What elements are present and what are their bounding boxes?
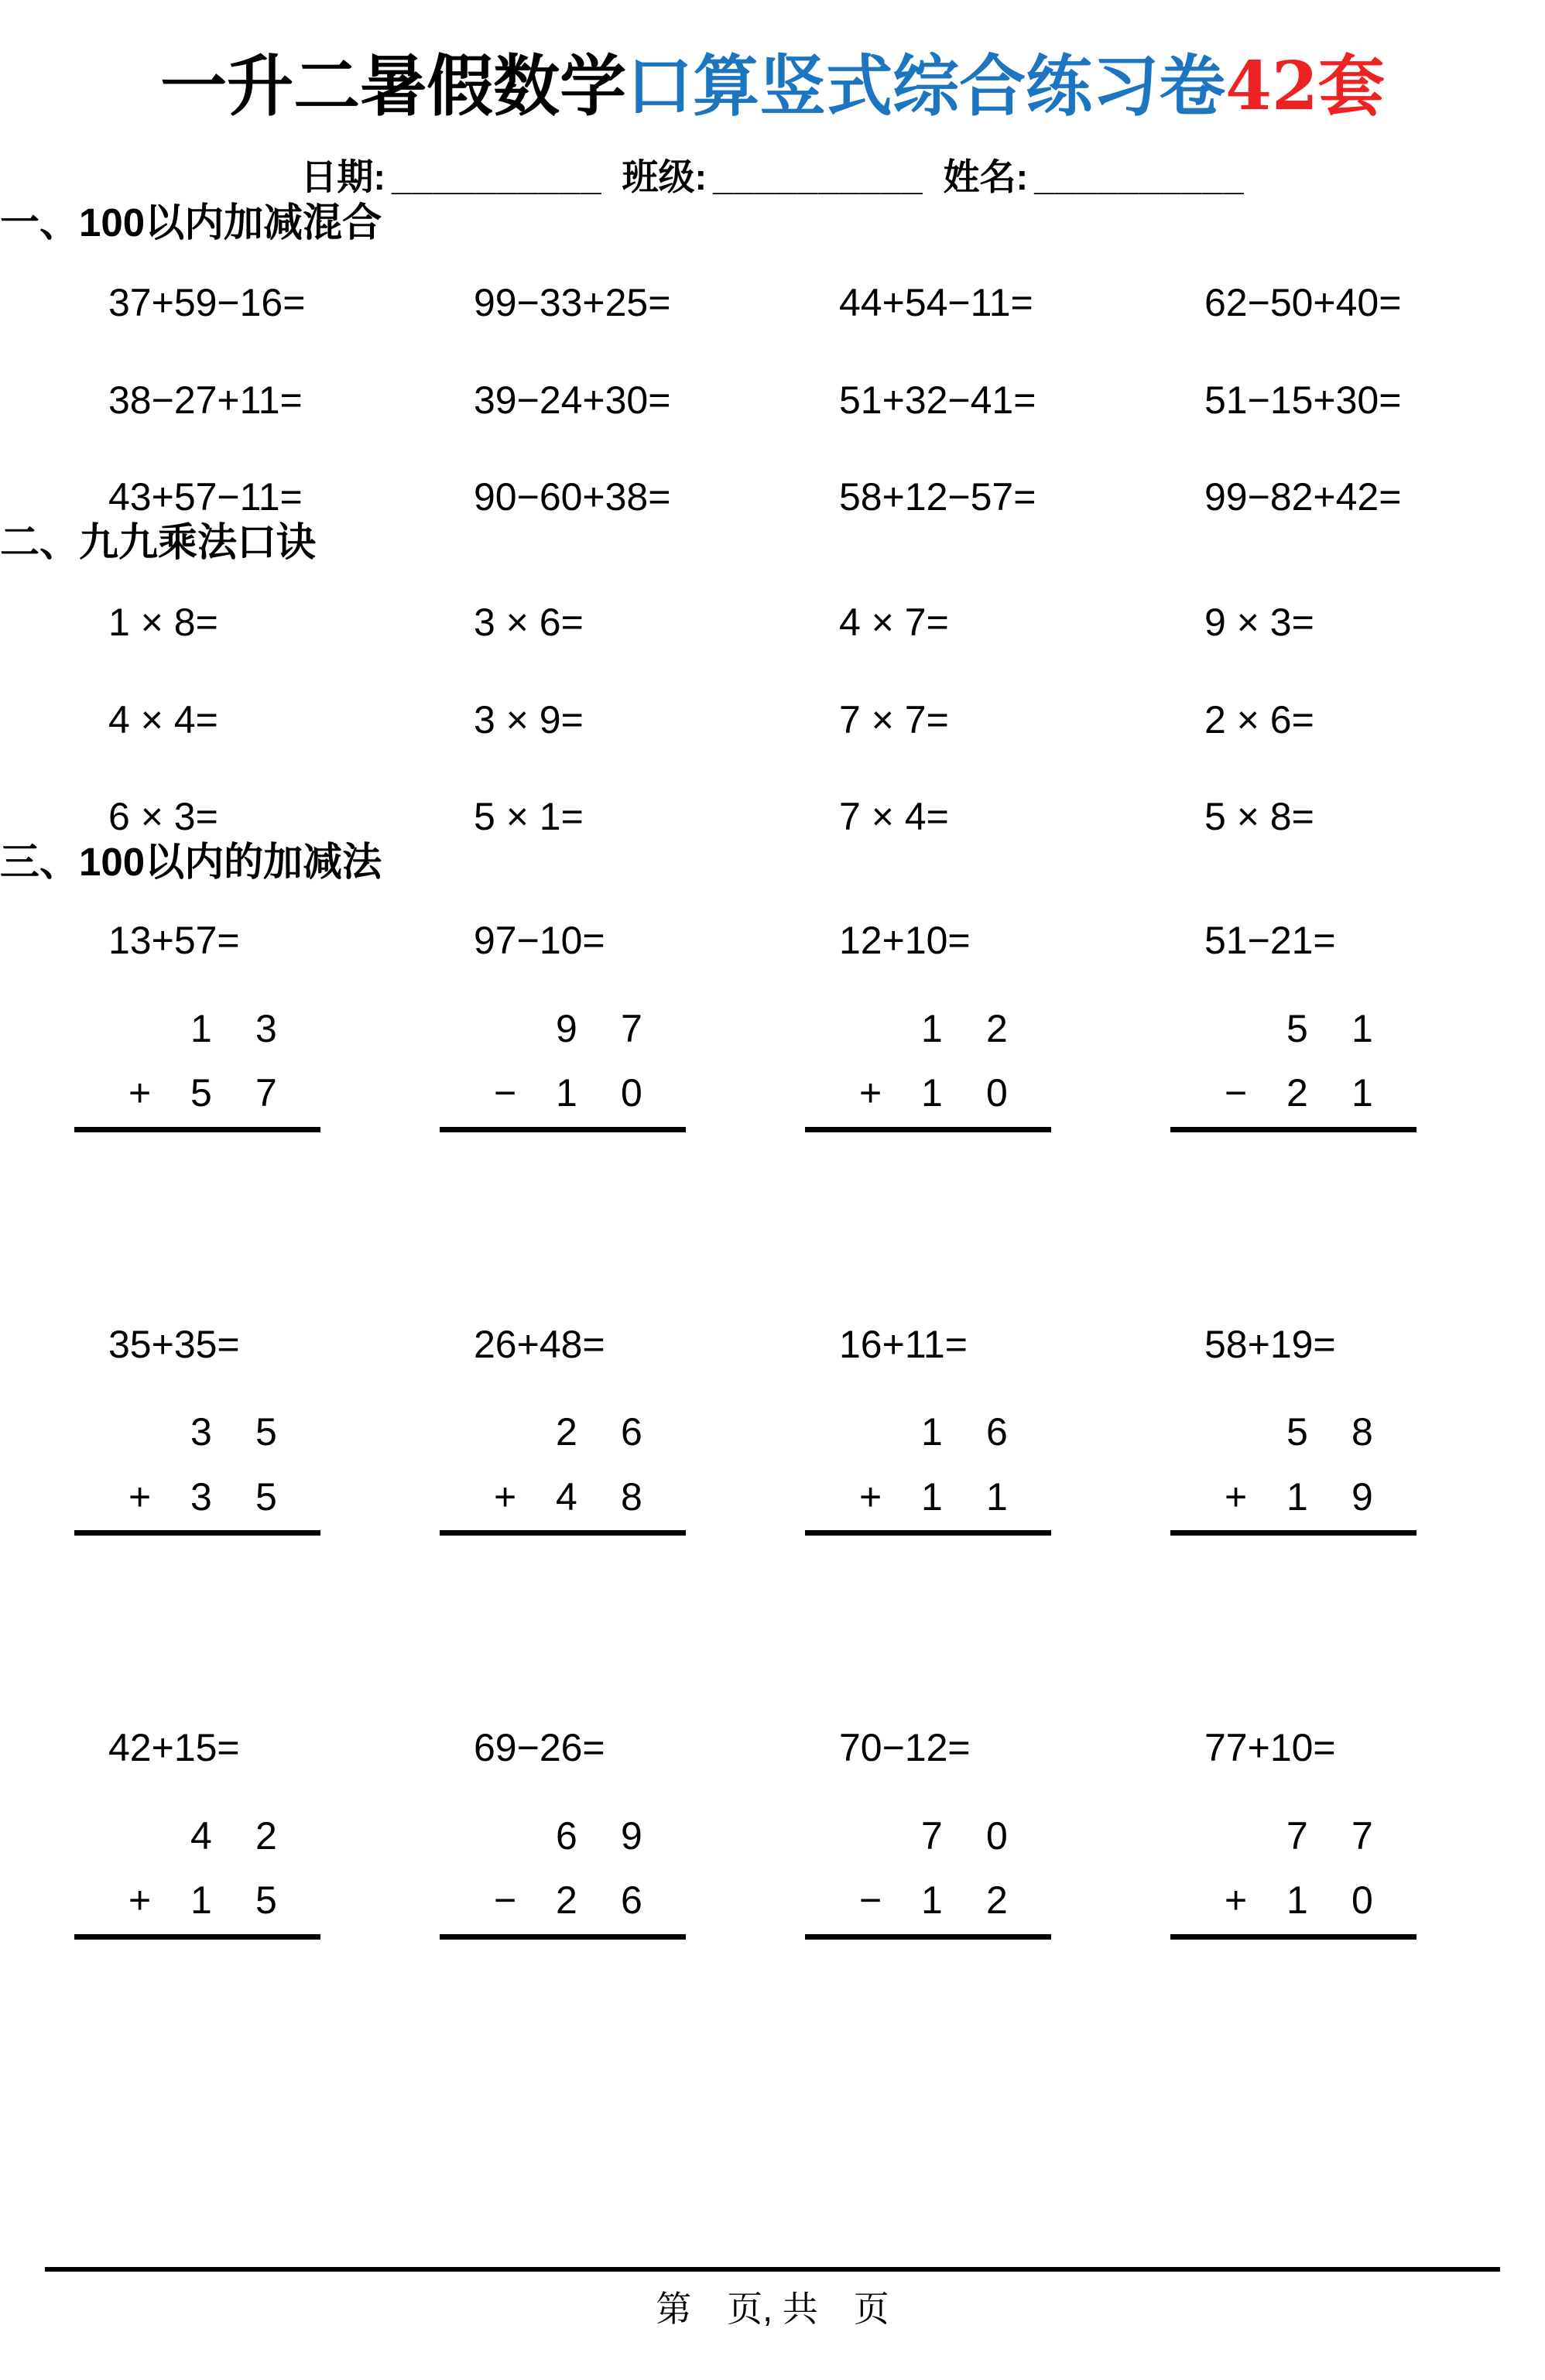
vertical-problems-row-2 [0, 1410, 1545, 1536]
vertical-problem [1170, 1814, 1417, 1940]
page-footer [0, 2267, 1545, 2332]
operator-sign: − [494, 1878, 517, 1923]
section-1-row-1 [0, 281, 1545, 326]
problem: 13+57= [108, 919, 240, 963]
vertical-problem [74, 1410, 320, 1536]
answer-line [440, 1127, 686, 1132]
vertical-problem [74, 1007, 320, 1132]
problem: 42+15= [108, 1726, 240, 1770]
problem: 16+11= [839, 1322, 968, 1366]
problem: 44+54−11= [839, 281, 1033, 325]
problem: 97−10= [474, 919, 605, 963]
problem: 99−82+42= [1204, 475, 1402, 519]
operator-sign: + [859, 1474, 882, 1519]
section-3-row-2 [0, 1323, 1545, 1368]
answer-line [1170, 1934, 1417, 1940]
top-operand: 7 0 [921, 1813, 1008, 1858]
vertical-problem [805, 1814, 1051, 1940]
top-operand: 7 7 [1286, 1813, 1373, 1858]
operator-sign: + [128, 1878, 152, 1923]
operator-sign: + [1225, 1878, 1248, 1923]
title-count-part: 42套 [1225, 47, 1385, 125]
problem: 62−50+40= [1204, 281, 1402, 325]
bottom-operand: − 2 6 [440, 1878, 686, 1923]
operator-sign: − [494, 1071, 517, 1115]
title-topic-part: 口算竖式综合练习卷 [626, 47, 1226, 125]
top-operand: 4 2 [190, 1813, 277, 1858]
operator-sign: + [128, 1071, 152, 1115]
section-1-heading: 一、100以内加减混合 [0, 200, 382, 245]
problem: 2 × 6= [1204, 697, 1314, 741]
answer-line [805, 1127, 1051, 1132]
top-operand: 3 5 [190, 1410, 277, 1454]
answer-line [1170, 1530, 1417, 1536]
operator-sign: + [1225, 1474, 1248, 1519]
section-2-row-2 [0, 698, 1545, 743]
class-blank: __________ [713, 156, 923, 197]
vertical-problems-row-1 [0, 1007, 1545, 1132]
top-operand: 1 6 [921, 1410, 1008, 1454]
problem: 6 × 3= [108, 795, 218, 839]
bottom-operand: − 1 0 [440, 1071, 686, 1116]
problem: 43+57−11= [108, 475, 303, 519]
answer-line [440, 1934, 686, 1940]
top-operand: 1 2 [921, 1006, 1008, 1050]
section-3-row-3 [0, 1726, 1545, 1771]
bottom-operand: + 4 8 [440, 1475, 686, 1520]
answer-line [74, 1530, 320, 1536]
problem: 4 × 4= [108, 697, 218, 741]
problem: 69−26= [474, 1726, 605, 1770]
problem: 5 × 8= [1204, 795, 1314, 839]
operator-sign: + [128, 1474, 152, 1519]
problem: 7 × 4= [839, 795, 949, 839]
problem: 26+48= [474, 1322, 605, 1366]
problem: 5 × 1= [474, 795, 584, 839]
name-label: 姓名: [943, 156, 1029, 197]
problem: 35+35= [108, 1322, 240, 1366]
operator-sign: + [859, 1071, 882, 1115]
bottom-operand: − 1 2 [805, 1878, 1051, 1923]
bottom-operand: + 1 5 [74, 1878, 320, 1923]
problem: 99−33+25= [474, 281, 671, 325]
section-3-row-1 [0, 919, 1545, 964]
vertical-problem [440, 1007, 686, 1132]
section-2-row-1 [0, 601, 1545, 646]
top-operand: 2 6 [556, 1410, 642, 1454]
answer-line [805, 1934, 1051, 1940]
vertical-problem [440, 1410, 686, 1536]
section-3-group-1 [0, 919, 1545, 1132]
bottom-operand: + 1 0 [805, 1071, 1051, 1116]
answer-line [1170, 1127, 1417, 1132]
class-label: 班级: [622, 156, 707, 197]
title-grade-part: 一升二暑假数学 [160, 47, 627, 125]
top-operand: 5 1 [1286, 1006, 1373, 1050]
problem: 77+10= [1204, 1726, 1336, 1770]
top-operand: 6 9 [556, 1813, 642, 1858]
footer-divider [45, 2267, 1500, 2272]
problem: 3 × 6= [474, 601, 584, 645]
problem: 51+32−41= [839, 378, 1036, 422]
section-1-row-3 [0, 475, 1545, 520]
problem: 58+12−57= [839, 475, 1036, 519]
page-title [0, 0, 1545, 128]
top-operand: 5 8 [1286, 1410, 1373, 1454]
section-2-row-3 [0, 795, 1545, 840]
vertical-problem [1170, 1007, 1417, 1132]
section-3-group-2 [0, 1323, 1545, 1536]
bottom-operand: − 2 1 [1170, 1071, 1417, 1116]
bottom-operand: + 1 1 [805, 1475, 1051, 1520]
problem: 4 × 7= [839, 601, 949, 645]
operator-sign: + [494, 1474, 517, 1519]
operator-sign: − [859, 1878, 882, 1923]
answer-line [440, 1530, 686, 1536]
bottom-operand: + 1 0 [1170, 1878, 1417, 1923]
problem: 51−21= [1204, 919, 1336, 963]
problem: 12+10= [839, 919, 971, 963]
date-label: 日期: [300, 156, 386, 197]
top-operand: 9 7 [556, 1006, 642, 1050]
problem: 7 × 7= [839, 697, 949, 741]
section-3-group-3 [0, 1726, 1545, 1940]
vertical-problem [1170, 1410, 1417, 1536]
problem: 3 × 9= [474, 697, 584, 741]
answer-line [805, 1530, 1051, 1536]
vertical-problem [805, 1410, 1051, 1536]
date-blank: __________ [392, 156, 602, 197]
problem: 90−60+38= [474, 475, 671, 519]
page-number-text: 第 页, 共 页 [656, 2289, 889, 2329]
problem: 51−15+30= [1204, 378, 1402, 422]
problem: 38−27+11= [108, 378, 303, 422]
problem: 58+19= [1204, 1322, 1336, 1366]
vertical-problem [74, 1814, 320, 1940]
problem: 9 × 3= [1204, 601, 1314, 645]
answer-line [74, 1127, 320, 1132]
vertical-problem [440, 1814, 686, 1940]
vertical-problems-row-3 [0, 1814, 1545, 1940]
section-2-heading: 二、九九乘法口诀 [0, 519, 317, 564]
bottom-operand: + 3 5 [74, 1475, 320, 1520]
problem: 70−12= [839, 1726, 971, 1770]
problem: 1 × 8= [108, 601, 218, 645]
bottom-operand: + 1 9 [1170, 1475, 1417, 1520]
section-3-heading: 三、100以内的加减法 [0, 839, 382, 884]
name-blank: __________ [1034, 156, 1245, 197]
top-operand: 1 3 [190, 1006, 277, 1050]
operator-sign: − [1225, 1071, 1248, 1115]
problem: 39−24+30= [474, 378, 671, 422]
bottom-operand: + 5 7 [74, 1071, 320, 1116]
section-1-row-2 [0, 378, 1545, 423]
problem: 37+59−16= [108, 281, 306, 325]
student-info-line [0, 149, 1545, 200]
vertical-problem [805, 1007, 1051, 1132]
answer-line [74, 1934, 320, 1940]
